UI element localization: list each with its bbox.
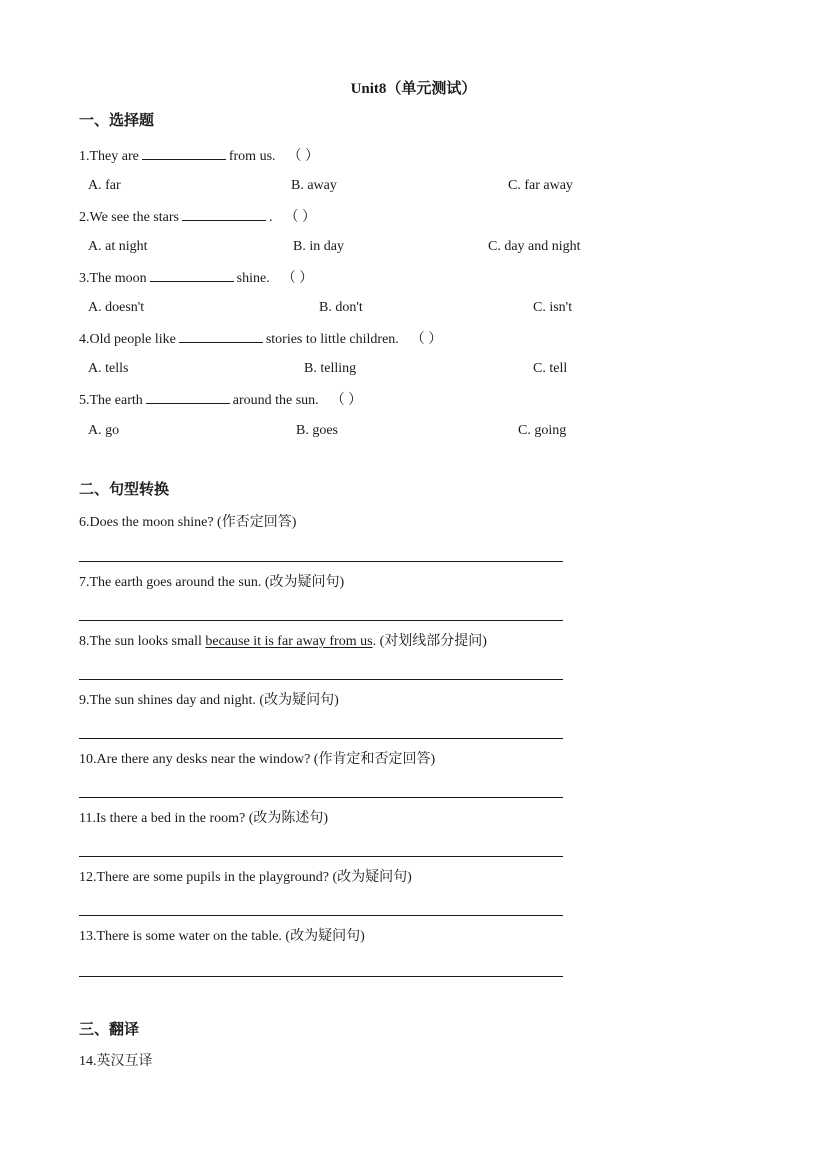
question-11: 11.Is there a bed in the room? (改为陈述句) [79, 811, 329, 826]
question-2-text-after: . [268, 210, 273, 225]
page-title: Unit8（单元测试） [350, 81, 477, 97]
question-2-text: 2.We see the stars [79, 210, 179, 225]
option-b: B. in day [293, 239, 344, 254]
option-a: A. far [88, 178, 121, 193]
question-13: 13.There is some water on the table. (改为疑问句) [79, 929, 365, 944]
option-b: B. don't [319, 300, 363, 315]
answer-line [79, 738, 563, 739]
question-5 [79, 389, 362, 411]
answer-blank [182, 206, 266, 221]
answer-blank [150, 267, 234, 282]
answer-line [79, 679, 563, 680]
answer-line [79, 797, 563, 798]
answer-line [79, 976, 563, 977]
question-5-text: 5.The earth [79, 393, 143, 408]
section-heading-transform: 二、句型转换 [79, 482, 170, 498]
question-12: 12.There are some pupils in the playground? (改为疑问句) [79, 870, 412, 885]
question-1-text-after: from us. [228, 149, 276, 164]
option-b: B. away [291, 178, 337, 193]
answer-paren: （ ） [281, 271, 314, 286]
option-b: B. telling [304, 361, 357, 376]
section-heading-choice: 一、选择题 [79, 113, 155, 129]
option-b: B. goes [296, 423, 338, 438]
answer-blank [179, 328, 263, 343]
answer-line [79, 620, 563, 621]
option-c: C. isn't [533, 300, 573, 315]
question-4 [79, 328, 442, 350]
option-a: A. at night [88, 239, 148, 254]
underlined-phrase: because it is far away from us [205, 634, 373, 649]
answer-blank [142, 145, 226, 160]
question-2 [79, 206, 316, 228]
option-c: C. day and night [488, 239, 581, 254]
option-a: A. doesn't [88, 300, 145, 315]
question-5-text-after: around the sun. [232, 393, 319, 408]
answer-line [79, 561, 563, 562]
question-3-text: 3.The moon [79, 271, 147, 286]
question-3-text-after: shine. [236, 271, 270, 286]
question-10: 10.Are there any desks near the window? (作肯定和否定回答) [79, 752, 436, 767]
question-3 [79, 267, 313, 289]
question-1-text: 1.They are [79, 149, 139, 164]
question-8 [79, 632, 487, 652]
option-c: C. tell [533, 361, 568, 376]
answer-paren: （ ） [287, 149, 320, 164]
option-a: A. tells [88, 361, 129, 376]
option-c: C. going [518, 423, 567, 438]
question-7: 7.The earth goes around the sun. (改为疑问句) [79, 575, 345, 590]
answer-paren: （ ） [330, 393, 363, 408]
option-a: A. go [88, 423, 120, 438]
question-6: 6.Does the moon shine? (作否定回答) [79, 515, 297, 530]
answer-blank [146, 389, 230, 404]
answer-paren: （ ） [410, 332, 443, 347]
answer-paren: （ ） [284, 210, 316, 225]
question-4-text-after: stories to little children. [265, 332, 399, 347]
question-8-text: 8.The sun looks small [79, 634, 206, 649]
option-c: C. far away [508, 178, 573, 193]
section-heading-translate: 三、翻译 [79, 1022, 140, 1038]
question-14: 14.英汉互译 [79, 1054, 153, 1069]
answer-line [79, 915, 563, 916]
question-8-instruction: . (对划线部分提问) [372, 634, 487, 649]
question-4-text: 4.Old people like [79, 332, 176, 347]
question-9: 9.The sun shines day and night. (改为疑问句) [79, 693, 339, 708]
question-1 [79, 145, 319, 167]
answer-line [79, 856, 563, 857]
